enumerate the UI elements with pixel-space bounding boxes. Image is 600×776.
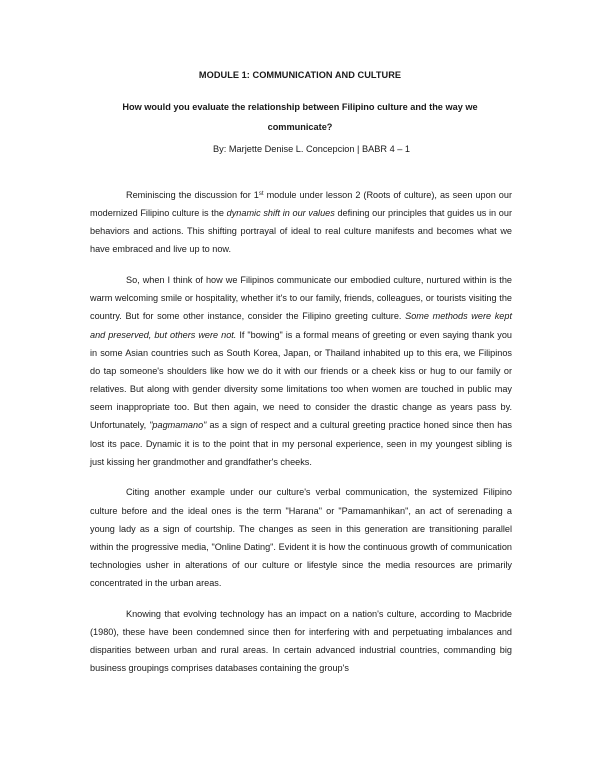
superscript-ordinal: st — [258, 191, 264, 197]
paragraph-2-emphasis-1: Some methods were kept and preserved, but others were not. — [90, 311, 512, 340]
essay-question: How would you evaluate the relationship between Filipino culture and the way we communicate? — [122, 102, 478, 132]
paragraph-2-text-b: If "bowing" is a formal means of greeting or even saying thank you in some Asian countries such as South Korea, Japan, or Thailand inhabited up to this era, we Filipinos do tap someone's shoulders like how we do it with our friends or a cheek kiss or hug to our family or relatives. But along with gender diversity some limitations too when women are touched in public may seem inappropriate too. But then again, we need to consider the drastic change as years pass by. Unfortunately, — [90, 329, 512, 431]
paragraph-4: Knowing that evolving technology has an impact on a nation's culture, according to Macbride (1980), these have been condemned since then for interfering with and perpetuating imbalances and disparities between urban and rural areas. In certain advanced industrial countries, commanding big business groupings comprises databases containing the group's — [90, 608, 512, 674]
paragraph-1-emphasis: dynamic shift in our values — [226, 208, 335, 219]
essay-body — [90, 186, 512, 677]
author-byline: By: Marjette Denise L. Concepcion | BABR 4 – 1 — [213, 144, 410, 154]
paragraph-2 — [90, 271, 512, 471]
page-title: MODULE 1: COMMUNICATION AND CULTURE — [198, 70, 402, 80]
paragraph-2-text-c: as a sign of respect and a cultural greeting practice honed since then has lost its pace. Dynamic it is to the point that in my personal experience, seen in my youngest sibling is just kissing her grandmother and grandfather's cheeks. — [90, 420, 512, 467]
paragraph-1-text-a: Reminiscing the discussion for 1 — [126, 190, 259, 200]
paragraph-1-text-b: module under lesson 2 (Roots of culture), as seen upon our modernized Filipino culture is the — [90, 190, 512, 219]
paragraph-1-text-c: defining our principles that guides us in our behaviors and actions. This shifting portrayal of ideal to real culture manifests and becomes what we have embraced and live up to now. — [90, 208, 512, 255]
paragraph-2-emphasis-2: "pagmamano" — [149, 420, 207, 431]
paragraph-2-text-a: So, when I think of how we Filipinos communicate our embodied culture, nurtured within is the warm welcoming smile or hospitality, whether it's to our family, friends, colleagues, or tourists visiting the country. But for some other instance, consider the Filipino greeting culture. — [90, 275, 512, 322]
paragraph-1 — [90, 186, 512, 259]
paragraph-3: Citing another example under our culture's verbal communication, the systemized Filipino culture before and the ideal ones is the term "Harana" or "Pamamanhikan", an act of serenading a young lady as a sign of courtship. The changes as seen in this generation are transitioning parallel within the progressive media, "Online Dating". Evident it is how the continuous growth of communication technologies usher in alterations of our culture or lifestyle since the media resources are primarily concentrated in the urban areas. — [90, 487, 512, 589]
